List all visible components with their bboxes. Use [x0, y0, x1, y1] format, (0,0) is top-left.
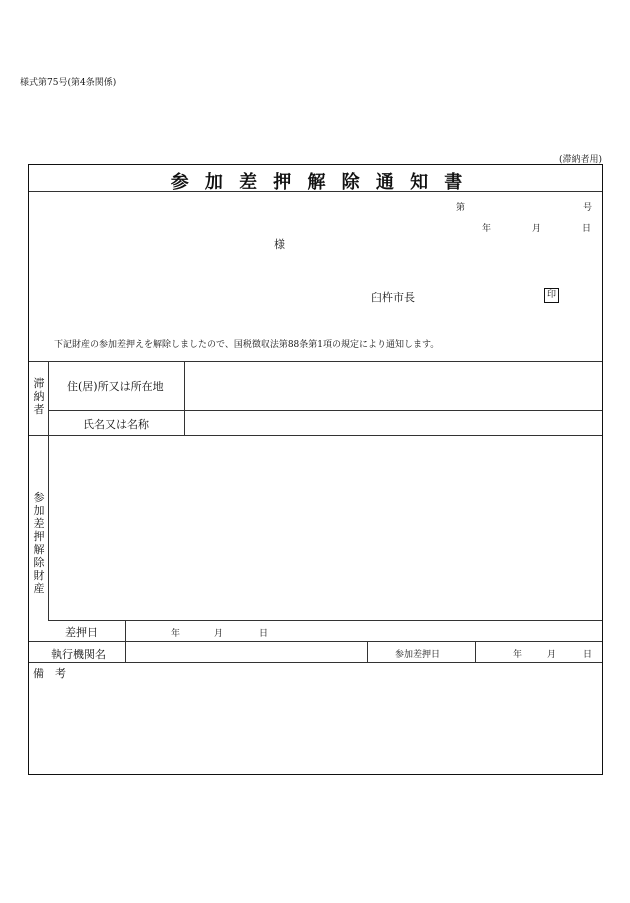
agency-value-divider [367, 641, 368, 662]
label-column-divider [48, 361, 49, 621]
seal-mark: 印 [544, 288, 559, 303]
title-divider [29, 191, 602, 192]
address-label: 住(居)所又は所在地 [67, 380, 164, 393]
remarks-divider [29, 662, 602, 663]
doc-number-prefix: 第 [456, 203, 466, 213]
issuer-name: 臼杵市長 [371, 291, 415, 304]
name-label: 氏名又は名称 [83, 418, 149, 431]
doc-number-suffix: 号 [583, 203, 593, 213]
seizure-date-month: 月 [214, 629, 224, 639]
section-divider [29, 361, 602, 362]
seizure-date-day: 日 [259, 629, 269, 639]
addressee-suffix: 様 [274, 238, 285, 251]
seizure-date-label: 差押日 [65, 626, 98, 639]
notice-body-text: 下記財産の参加差押えを解除しましたので、国税徴収法第88条第1項の規定により通知します。 [54, 340, 440, 350]
issue-date-year: 年 [482, 224, 492, 234]
property-section-label: 参加差押解除財産 [33, 491, 45, 595]
issue-date-day: 日 [582, 224, 592, 234]
delinquent-bottom-divider [29, 435, 602, 436]
remarks-label: 備 考 [33, 667, 66, 680]
property-divider [48, 620, 602, 621]
seizure-date-year: 年 [171, 629, 181, 639]
form-title: 参加差押解除通知書 [170, 172, 479, 193]
delinquent-section-label: 滞納者 [33, 377, 45, 416]
delinquent-row-divider [48, 410, 602, 411]
notice-form [28, 164, 603, 775]
participation-date-divider [475, 641, 476, 662]
delinquent-value-divider [184, 361, 185, 435]
copy-label: (滞納者用) [558, 155, 602, 165]
agency-label: 執行機関名 [51, 648, 106, 661]
participation-date-year: 年 [513, 650, 523, 660]
participation-date-label: 参加差押日 [395, 650, 441, 660]
participation-date-month: 月 [547, 650, 557, 660]
issue-date-month: 月 [532, 224, 542, 234]
form-number: 様式第75号(第4条関係) [20, 78, 117, 88]
participation-date-day: 日 [583, 650, 593, 660]
agency-row-divider [29, 641, 602, 642]
